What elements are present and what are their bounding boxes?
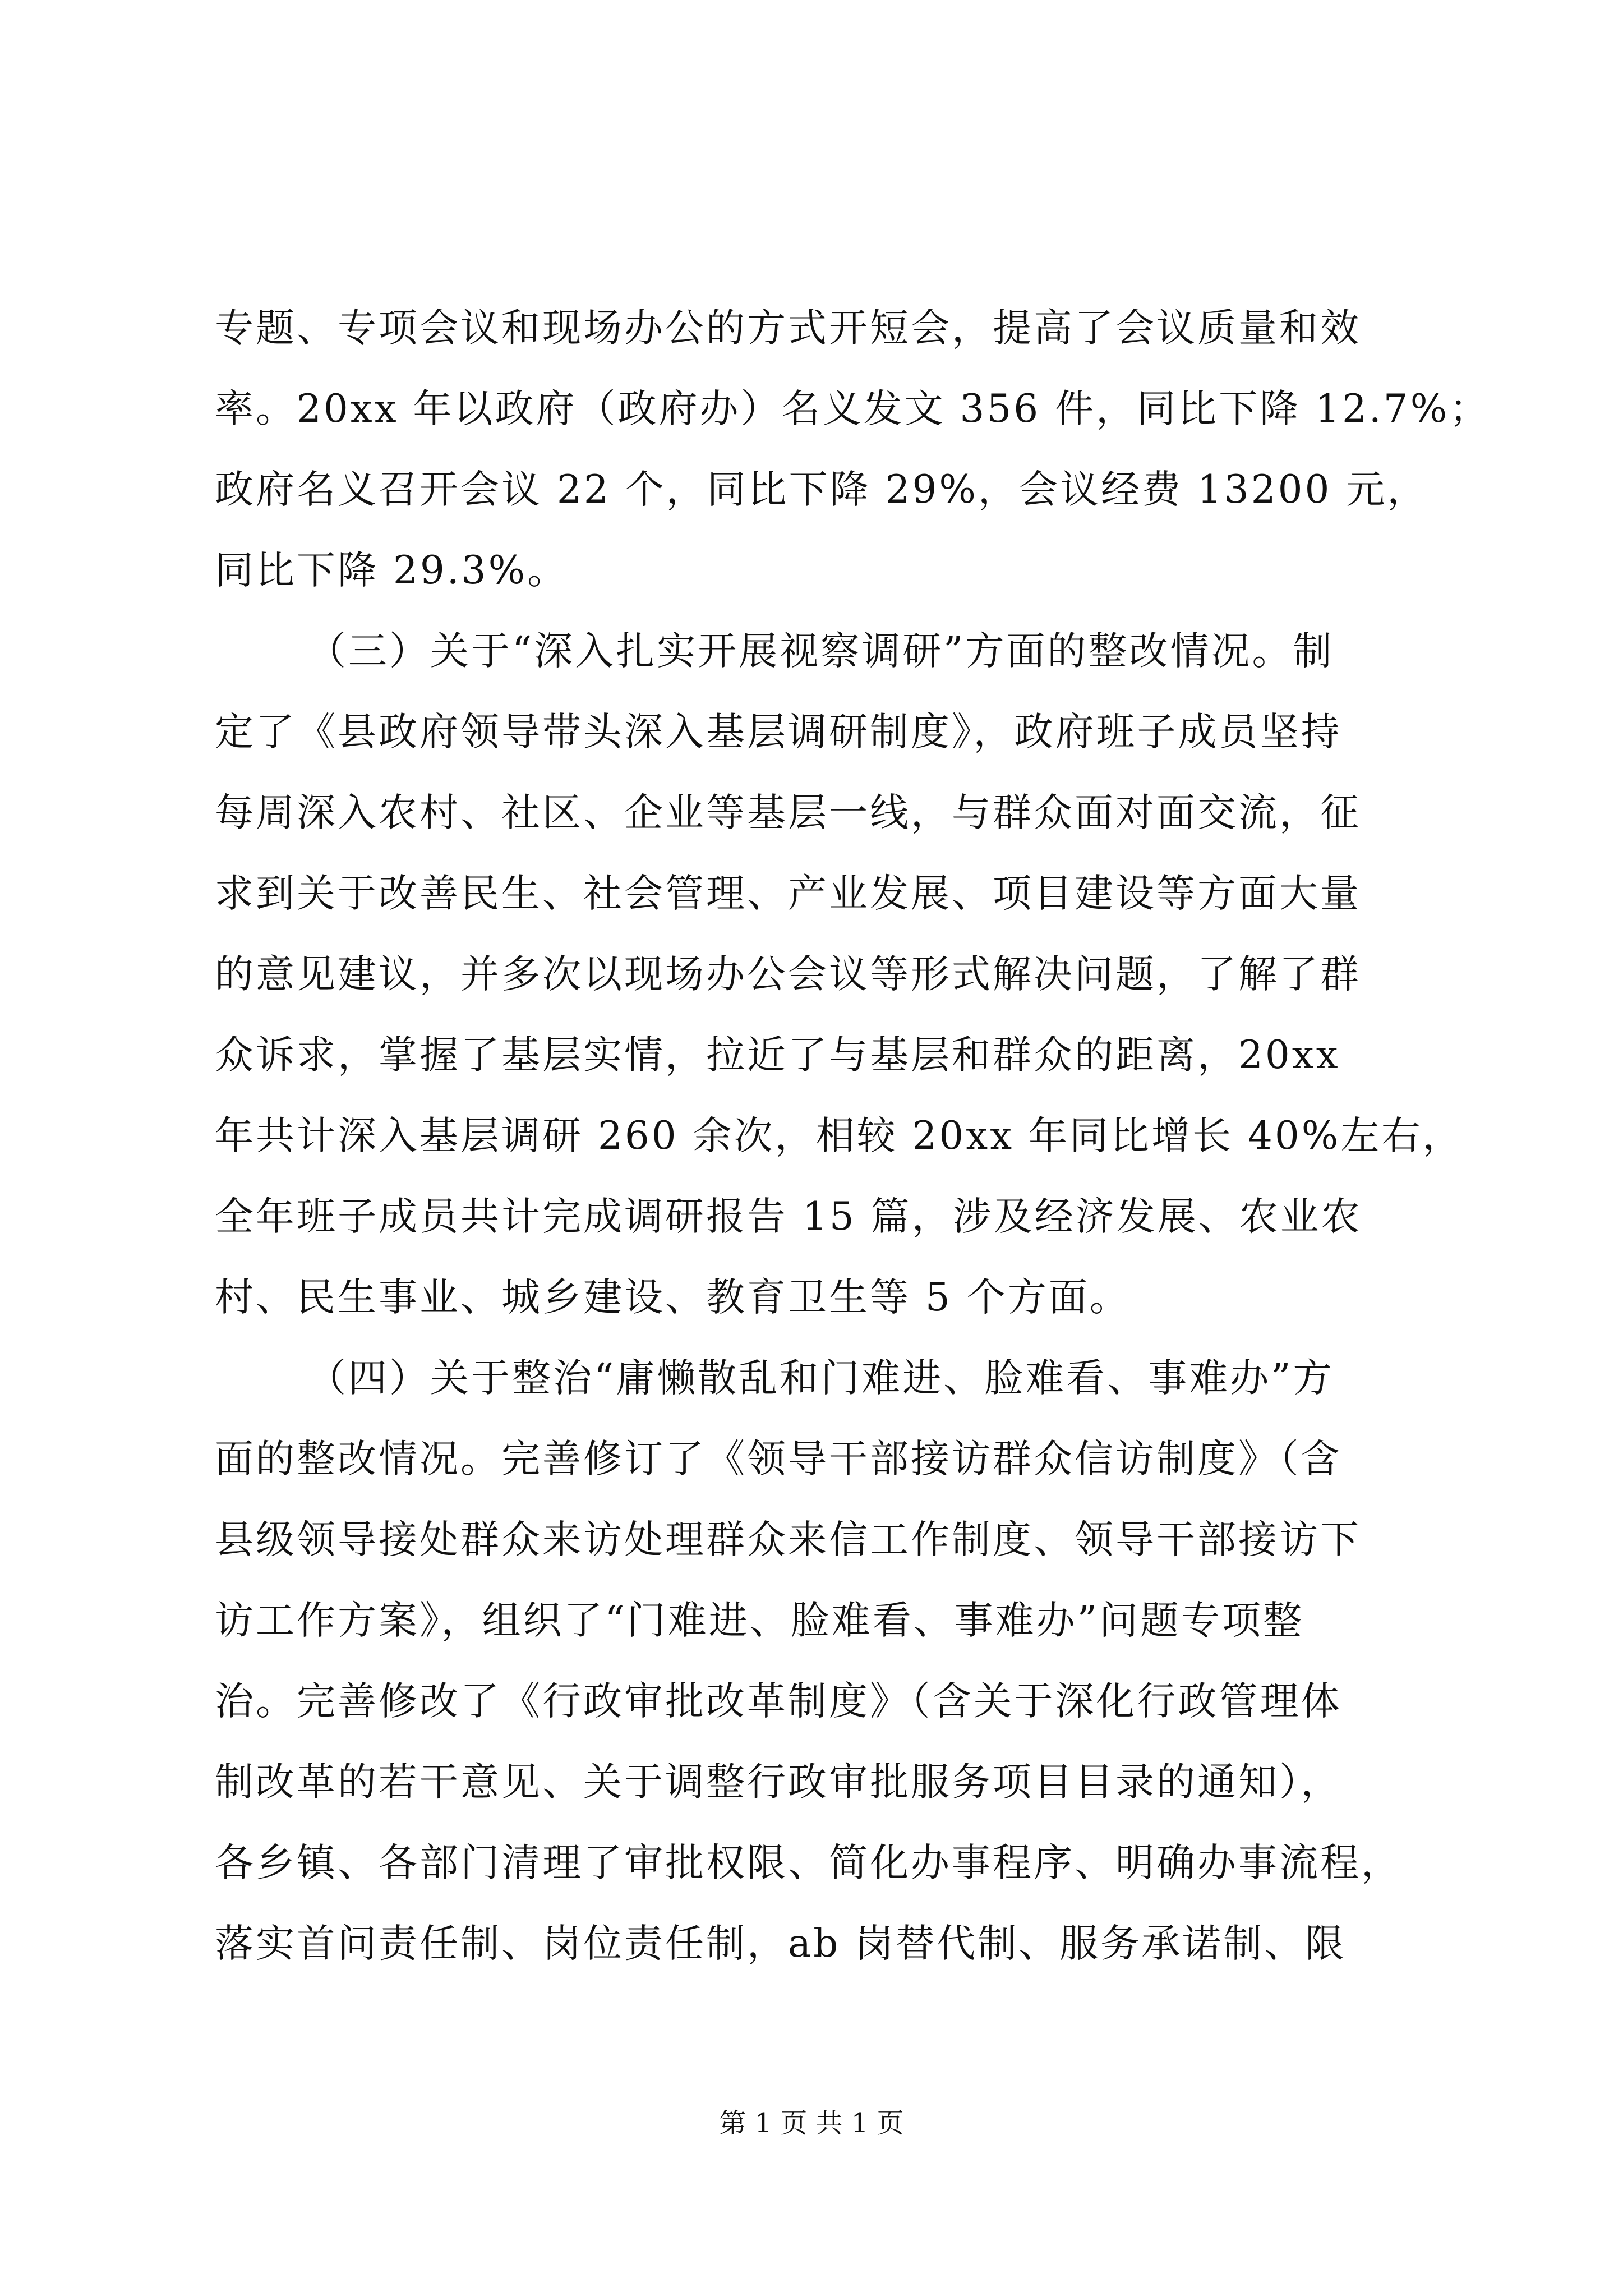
text-line: 同比下降 29.3%。 [215,548,569,593]
text-line: 众诉求，掌握了基层实情，拉近了与基层和群众的距离，20xx [215,1033,1340,1078]
page-number-footer: 第 1 页 共 1 页 [719,2108,904,2139]
text-line: 年共计深入基层调研 260 余次，相较 20xx 年同比增长 40%左右， [215,1114,1464,1158]
text-line: 治。完善修改了《行政审批改革制度》（含关于深化行政管理体 [215,1679,1342,1724]
text-line: 县级领导接处群众来访处理群众来信工作制度、领导干部接访下 [215,1517,1361,1562]
text-line: 求到关于改善民生、社会管理、产业发展、项目建设等方面大量 [215,871,1361,916]
text-line: 村、民生事业、城乡建设、教育卫生等 5 个方面。 [215,1275,1131,1320]
text-line: 每周深入农村、社区、企业等基层一线，与群众面对面交流，征 [215,790,1361,835]
text-line: 落实首问责任制、岗位责任制，ab 岗替代制、服务承诺制、限 [215,1921,1347,1966]
text-line: 面的整改情况。完善修订了《领导干部接访群众信访制度》（含 [215,1437,1342,1481]
text-line: 制改革的若干意见、关于调整行政审批服务项目目录的通知）， [215,1760,1342,1805]
text-line: 政府名义召开会议 22 个，同比下降 29%，会议经费 13200 元， [215,467,1428,512]
text-line: 定了《县政府领导带头深入基层调研制度》，政府班子成员坚持 [215,710,1342,754]
text-line: 专题、专项会议和现场办公的方式开短会，提高了会议质量和效 [215,306,1361,351]
paragraph-start-line: （三）关于“深入扎实开展视察调研”方面的整改情况。制 [307,629,1334,674]
text-line: 访工作方案》，组织了“门难进、脸难看、事难办”问题专项整 [215,1598,1304,1643]
text-line: 的意见建议，并多次以现场办公会议等形式解决问题，了解了群 [215,952,1361,997]
text-line: 全年班子成员共计完成调研报告 15 篇，涉及经济发展、农业农 [215,1194,1362,1239]
paragraph-start-line: （四）关于整治“庸懒散乱和门难进、脸难看、事难办”方 [307,1356,1334,1401]
text-line: 各乡镇、各部门清理了审批权限、简化办事程序、明确办事流程， [215,1841,1402,1885]
text-line: 率。20xx 年以政府（政府办）名义发文 356 件，同比下降 12.7%； [215,386,1491,431]
